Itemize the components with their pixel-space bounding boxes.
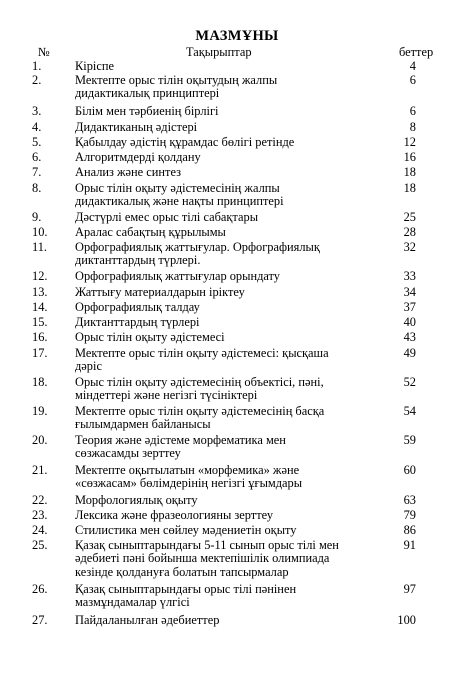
entry-title-line: сөзжасамды зерттеу xyxy=(75,446,181,461)
entry-title xyxy=(75,121,415,134)
entry-number: 17. xyxy=(32,346,48,360)
entry-number: 20. xyxy=(32,433,48,447)
entry-number: 8. xyxy=(32,181,42,195)
entry-page-number: 12 xyxy=(403,135,416,149)
entry-title xyxy=(75,316,415,329)
entry-page-number: 91 xyxy=(403,538,416,552)
entry-title xyxy=(75,376,402,403)
entry-page-number: 43 xyxy=(403,330,416,344)
entry-title xyxy=(75,270,415,283)
entry-title-line: Лексика және фразеологияны зерттеу xyxy=(75,508,274,522)
entry-title-line: Аралас сабақтың құрылымы xyxy=(75,225,226,239)
entry-title-line: Білім мен тәрбиенің бірлігі xyxy=(75,104,219,118)
entry-title xyxy=(75,211,415,224)
entry-title-line: Алгоритмдерді қолдану xyxy=(75,150,201,164)
entry-title xyxy=(75,105,415,118)
entry-page-number: 18 xyxy=(403,165,416,179)
entry-title xyxy=(75,74,402,101)
entry-page-number: 60 xyxy=(403,463,416,477)
entry-title-line: Теория және әдістеме морфематика мен xyxy=(75,433,286,447)
entry-title-line: диктанттардың түрлері. xyxy=(75,253,201,268)
entry-page-number: 100 xyxy=(397,613,416,627)
entry-title xyxy=(75,614,415,627)
entry-title-line: Мектепте оқытылатын «морфемика» және xyxy=(75,463,300,477)
entry-page-number: 6 xyxy=(409,73,416,87)
entry-title-line: «сөзжасам» бөлімдерінің негізгі ұғымдары xyxy=(75,476,303,491)
entry-title xyxy=(75,464,402,491)
entry-title-line: Орыс тілін оқыту әдістемесі xyxy=(75,330,225,344)
column-header-number: № xyxy=(38,45,50,59)
entry-title xyxy=(75,136,415,149)
page-title: МАЗМҰНЫ xyxy=(195,28,279,44)
entry-page-number: 4 xyxy=(409,59,416,73)
entry-page-number: 18 xyxy=(403,181,416,195)
entry-title-line: кезінде қолдануға болатын тапсырмалар xyxy=(75,564,289,579)
entry-page-number: 6 xyxy=(409,104,416,118)
entry-title-line: мазмұндамалар үлгісі xyxy=(75,595,190,610)
entry-title-line: Орыс тілін оқыту әдістемесінің объектісі, пәні, xyxy=(75,375,324,389)
entry-number: 3. xyxy=(32,104,42,118)
entry-page-number: 49 xyxy=(403,346,416,360)
entry-number: 18. xyxy=(32,375,48,389)
entry-title xyxy=(75,434,402,461)
entry-title-line: Пайдаланылған әдебиеттер xyxy=(75,613,220,627)
entry-title-line: ғылымдармен байланысы xyxy=(75,417,211,432)
entry-page-number: 63 xyxy=(403,493,416,507)
entry-number: 26. xyxy=(32,582,48,596)
entry-number: 2. xyxy=(32,73,42,87)
entry-number: 7. xyxy=(32,165,42,179)
entry-title xyxy=(75,60,415,73)
entry-title-line: Қазақ сыныптарындағы орыс тілі пәнінен xyxy=(75,582,297,596)
entry-number: 9. xyxy=(32,210,42,224)
entry-number: 25. xyxy=(32,538,48,552)
entry-title-line: Дәстүрлі емес орыс тілі сабақтары xyxy=(75,210,259,224)
entry-page-number: 40 xyxy=(403,315,416,329)
entry-title xyxy=(75,151,415,164)
entry-title xyxy=(75,241,402,268)
entry-number: 11. xyxy=(32,240,48,254)
entry-page-number: 59 xyxy=(403,433,416,447)
entry-number: 5. xyxy=(32,135,42,149)
entry-title xyxy=(75,301,415,314)
entry-page-number: 32 xyxy=(403,240,416,254)
entry-title xyxy=(75,539,402,579)
entry-number: 16. xyxy=(32,330,48,344)
entry-title-line: Кіріспе xyxy=(75,59,114,73)
entry-title xyxy=(75,166,415,179)
entry-title xyxy=(75,509,415,522)
entry-title-line: Мектепте орыс тілін оқыту әдістемесі: қысқаша xyxy=(75,346,329,360)
entry-title xyxy=(75,494,415,507)
entry-number: 10. xyxy=(32,225,48,239)
entry-title xyxy=(75,226,415,239)
entry-title xyxy=(75,286,415,299)
entry-number: 19. xyxy=(32,404,48,418)
entry-title-line: Анализ және синтез xyxy=(75,165,182,179)
entry-number: 4. xyxy=(32,120,42,134)
entry-page-number: 97 xyxy=(403,582,416,596)
entry-title-line: Орфографиялық жаттығулар орындату xyxy=(75,269,281,283)
entry-title xyxy=(75,524,415,537)
entry-title-line: әдебиеті пәні бойынша мектепішілік олимпиада xyxy=(75,551,330,566)
entry-title-line: Орыс тілін оқыту әдістемесінің жалпы xyxy=(75,181,280,195)
entry-title xyxy=(75,347,402,374)
entry-page-number: 34 xyxy=(403,285,416,299)
entry-page-number: 52 xyxy=(403,375,416,389)
entry-number: 21. xyxy=(32,463,48,477)
entry-title-line: дәріс xyxy=(75,359,102,374)
entry-title-line: Мектепте орыс тілін оқытудың жалпы xyxy=(75,73,278,87)
entry-number: 24. xyxy=(32,523,48,537)
entry-number: 22. xyxy=(32,493,48,507)
entry-page-number: 25 xyxy=(403,210,416,224)
entry-title xyxy=(75,331,415,344)
entry-page-number: 33 xyxy=(403,269,416,283)
entry-number: 12. xyxy=(32,269,48,283)
entry-title-line: Мектепте орыс тілін оқыту әдістемесінің басқа xyxy=(75,404,325,418)
entry-title-line: Дидактиканың әдістері xyxy=(75,120,198,134)
entry-title xyxy=(75,583,402,610)
entry-title-line: міндеттері және негізгі түсініктері xyxy=(75,388,258,403)
column-header-topics: Тақырыптар xyxy=(186,45,252,59)
entry-page-number: 8 xyxy=(409,120,416,134)
entry-title-line: дидактикалық принциптері xyxy=(75,86,220,101)
entry-title-line: Қазақ сыныптарындағы 5-11 сынып орыс тілі мен xyxy=(75,538,339,552)
entry-title-line: Қабылдау әдістің құрамдас бөлігі ретінде xyxy=(75,135,295,149)
entry-number: 27. xyxy=(32,613,48,627)
entry-title-line: Диктанттардың түрлері xyxy=(75,315,200,329)
entry-number: 13. xyxy=(32,285,48,299)
entry-page-number: 86 xyxy=(403,523,416,537)
entry-page-number: 37 xyxy=(403,300,416,314)
entry-number: 15. xyxy=(32,315,48,329)
entry-page-number: 28 xyxy=(403,225,416,239)
entry-number: 14. xyxy=(32,300,48,314)
entry-title xyxy=(75,405,402,432)
entry-title-line: Орфографиялық жаттығулар. Орфографиялық xyxy=(75,240,320,254)
entry-title-line: Орфографиялық талдау xyxy=(75,300,200,314)
entry-title-line: Морфологиялық оқыту xyxy=(75,493,198,507)
entry-number: 1. xyxy=(32,59,42,73)
entry-title-line: дидактикалық және нақты принциптері xyxy=(75,194,284,209)
entry-page-number: 79 xyxy=(403,508,416,522)
entry-title xyxy=(75,182,402,209)
column-header-pages: беттер xyxy=(399,45,434,59)
entry-title-line: Жаттығу материалдарын іріктеу xyxy=(75,285,245,299)
entry-page-number: 54 xyxy=(403,404,416,418)
entry-number: 23. xyxy=(32,508,48,522)
entry-title-line: Стилистика мен сөйлеу мәдениетін оқыту xyxy=(75,523,297,537)
entry-page-number: 16 xyxy=(403,150,416,164)
entry-number: 6. xyxy=(32,150,42,164)
